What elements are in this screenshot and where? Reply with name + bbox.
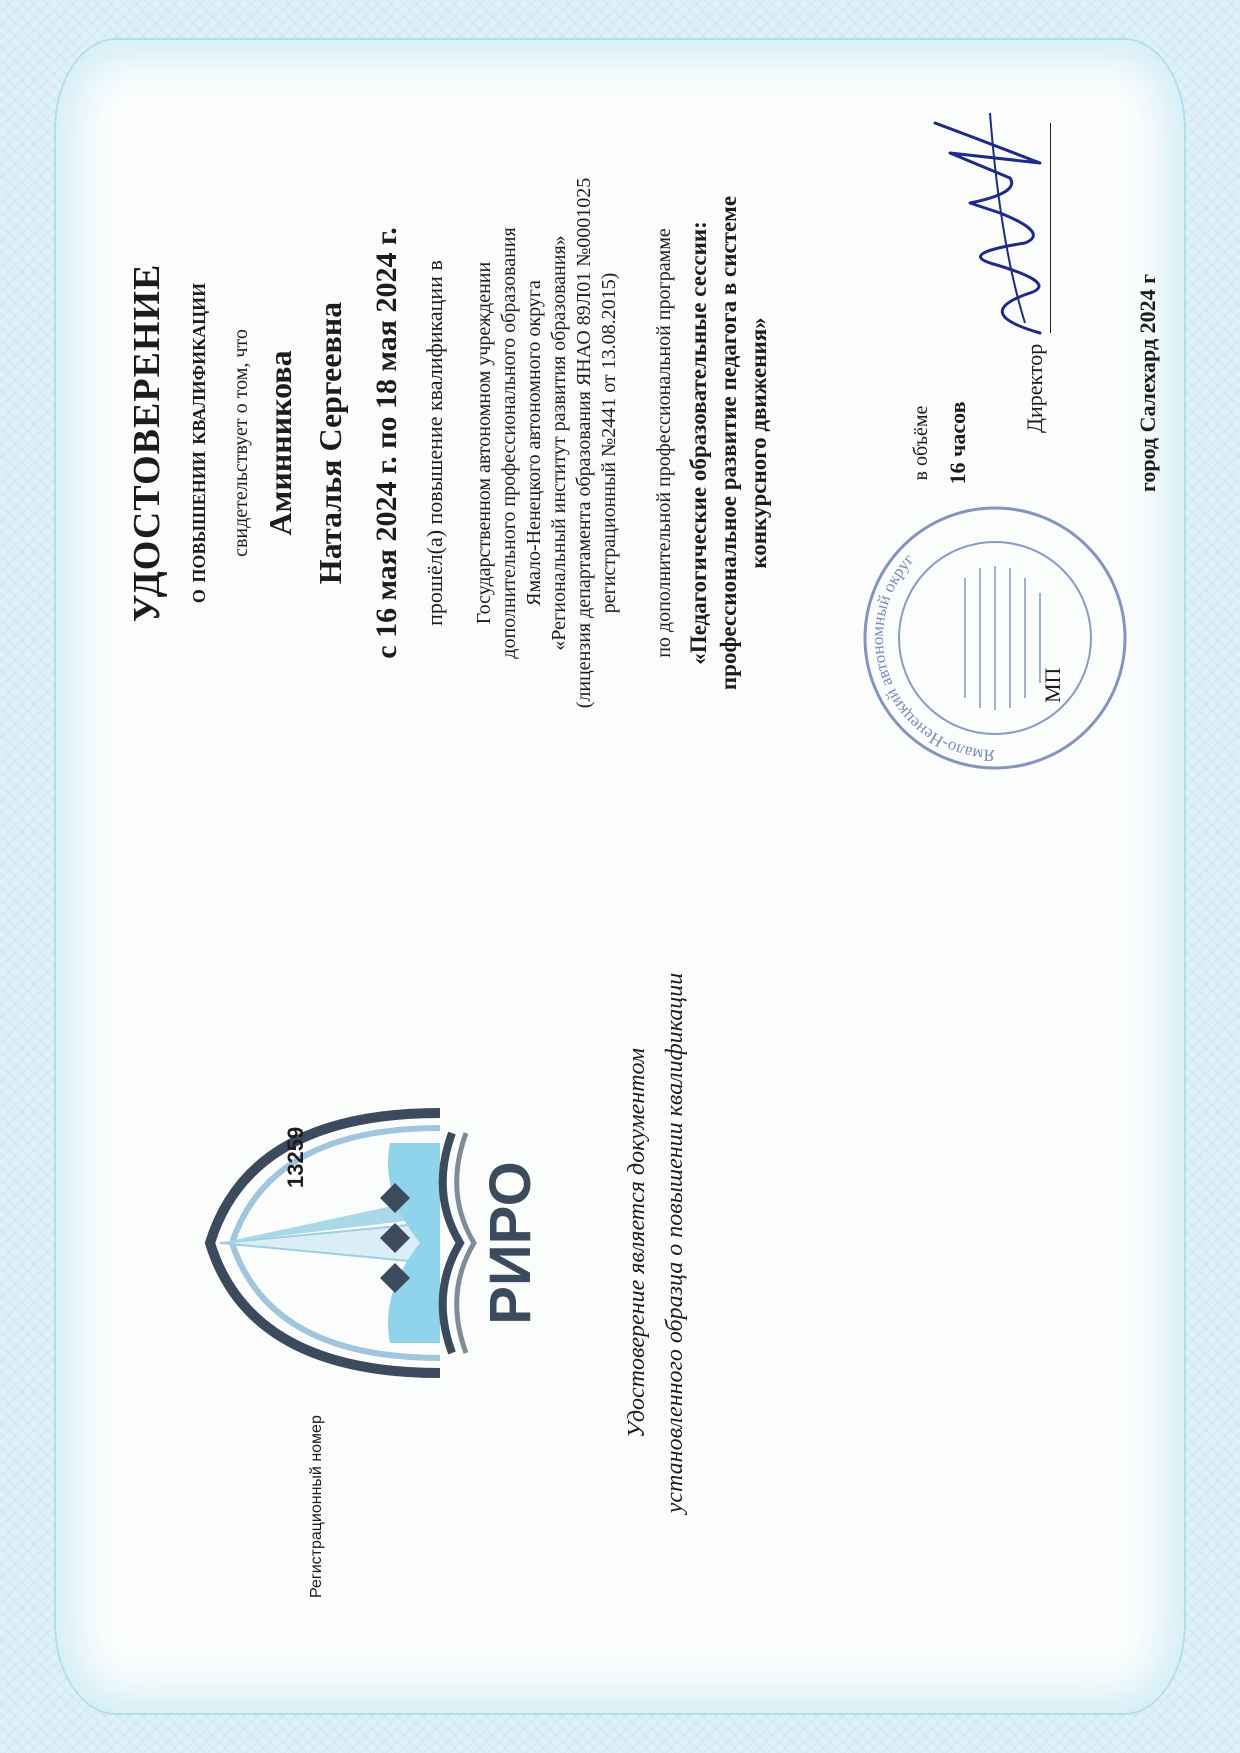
document-note-line: установленного образца о повышении квалификации (662, 972, 688, 1514)
institution-block (472, 163, 622, 723)
license-line: (лицензия департамента образования ЯНАО 89Л01 №0001025 (573, 177, 595, 709)
program-name-line: профессиональное развитие педагога в системе (716, 195, 741, 691)
certificate-subtitle: о повышении квалификации (182, 282, 211, 604)
director-label: Директор (1022, 343, 1047, 433)
program-name (684, 163, 774, 723)
official-stamp (855, 498, 1135, 778)
document-note-line: Удостоверение является документом (624, 1048, 650, 1438)
institution-line: дополнительного профессионального образования (498, 227, 520, 659)
certifies-text: свидетельствует о том, что (230, 329, 252, 557)
volume-value: 16 часов (945, 401, 970, 485)
recipient-surname: Аминникова (262, 350, 298, 536)
registration-number: 13259 (283, 1126, 308, 1188)
stamp-placeholder-label: МП (1040, 667, 1065, 703)
license-line: регистрационный №2441 от 13.08.2015) (598, 272, 620, 614)
stamp-text: Ямало-Ненецкий автономный округ (867, 549, 996, 766)
institution-line: «Региональный институт развития образования» (548, 235, 570, 651)
riro-logo-text: РИРО (478, 1161, 543, 1325)
institution-line: Государственном автономном учреждении (473, 261, 495, 625)
passed-text: прошёл(а) повышение квалификации в (422, 260, 447, 626)
certificate-title: УДОСТОВЕРЕНИЕ (126, 263, 168, 623)
riro-logo (190, 1073, 550, 1413)
city-year: город Салехард 2024 г (1135, 273, 1160, 493)
document-note (618, 923, 694, 1563)
registration-label: Регистрационный номер (308, 1415, 325, 1598)
training-period: с 16 мая 2024 г. по 18 мая 2024 г. (370, 227, 403, 659)
program-intro: по дополнительной профессиональной программе (653, 228, 675, 658)
registration (278, 1063, 325, 1603)
program-name-line: конкурсного движения» (746, 317, 771, 569)
program-name-line: «Педагогические образовательные сессии: (686, 221, 711, 665)
director-signature (930, 103, 1060, 353)
institution-line: Ямало-Ненецкого автономного округа (523, 280, 545, 606)
volume-label: в объёме (910, 405, 932, 481)
recipient-given-names: Наталья Сергеевна (312, 301, 348, 585)
